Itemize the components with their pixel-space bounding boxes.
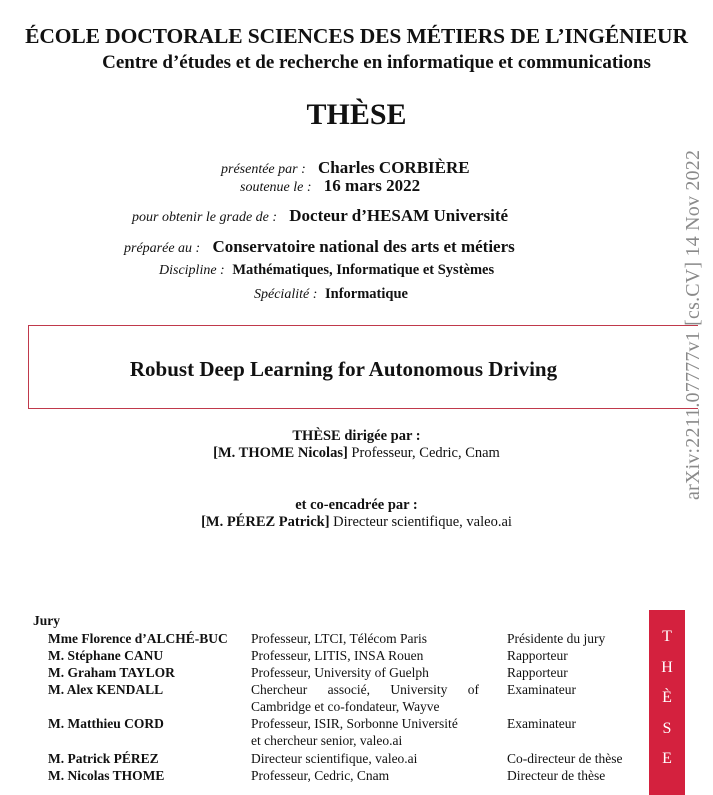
- research-center-title: Centre d’études et de recherche en informatique et communications: [102, 52, 651, 73]
- presentee-row: [221, 158, 470, 178]
- jury-member-role: Professeur, ISIR, Sorbonne Université: [251, 716, 458, 731]
- jury-member-name: M. Alex KENDALL: [48, 682, 164, 697]
- coencadree-role: Directeur scientifique, valeo.ai: [333, 514, 512, 530]
- preparee-value: Conservatoire national des arts et métiers: [212, 237, 515, 256]
- sidebar-letter: T: [662, 628, 672, 645]
- dirigee-heading: THÈSE dirigée par :: [292, 428, 421, 444]
- jury-member-name: Mme Florence d’ALCHÉ-BUC: [48, 631, 228, 646]
- thesis-title-box: [28, 325, 698, 409]
- jury-member-role: Professeur, Cedric, Cnam: [251, 768, 390, 783]
- jury-member-name: M. Patrick PÉREZ: [48, 751, 159, 766]
- dirigee-name: [M. THOME Nicolas]: [213, 445, 348, 461]
- these-sidebar: [649, 610, 685, 795]
- preparee-label: préparée au :: [124, 241, 201, 256]
- soutenue-label: soutenue le :: [240, 180, 312, 195]
- sidebar-letter: E: [662, 750, 672, 767]
- jury-member-position: Rapporteur: [507, 648, 568, 663]
- jury-member-name: M. Nicolas THOME: [48, 768, 165, 783]
- jury-member-name: M. Graham TAYLOR: [48, 665, 175, 680]
- discipline-row: [159, 262, 494, 279]
- dirigee-role: Professeur, Cedric, Cnam: [351, 445, 500, 461]
- jury-member-name: M. Stéphane CANU: [48, 648, 164, 663]
- jury-member-position: Examinateur: [507, 716, 576, 731]
- specialite-label: Spécialité :: [254, 287, 318, 302]
- doctoral-school-title: ÉCOLE DOCTORALE SCIENCES DES MÉTIERS DE L’INGÉNIEUR: [25, 24, 688, 48]
- specialite-row: [254, 286, 408, 303]
- grade-value: Docteur d’HESAM Université: [289, 206, 509, 225]
- these-heading: THÈSE: [306, 98, 407, 131]
- soutenue-value: 16 mars 2022: [323, 176, 421, 195]
- sidebar-letter: S: [662, 720, 672, 737]
- jury-member-role: Professeur, LITIS, INSA Rouen: [251, 648, 424, 663]
- coencadree-name: [M. PÉREZ Patrick]: [201, 514, 330, 530]
- discipline-value: Mathématiques, Informatique et Systèmes: [232, 262, 495, 278]
- sidebar-letter: È: [662, 689, 672, 706]
- grade-label: pour obtenir le grade de :: [132, 210, 278, 225]
- jury-member-position: Directeur de thèse: [507, 768, 606, 783]
- jury-member-name: M. Matthieu CORD: [48, 716, 164, 731]
- jury-member-position: Co-directeur de thèse: [507, 751, 623, 766]
- jury-member-position: Rapporteur: [507, 665, 568, 680]
- coencadree-line: [0, 514, 713, 531]
- jury-member-role: Professeur, University of Guelph: [251, 665, 429, 680]
- soutenue-row: [240, 176, 420, 196]
- jury-member-role-cont: Cambridge et co-fondateur, Wayve: [251, 699, 440, 714]
- jury-member-role-cont: et chercheur senior, valeo.ai: [251, 733, 403, 748]
- jury-heading: Jury: [33, 613, 60, 628]
- presentee-value: Charles CORBIÈRE: [318, 158, 470, 177]
- discipline-label: Discipline :: [159, 263, 225, 278]
- thesis-title: Robust Deep Learning for Autonomous Driving: [129, 357, 558, 381]
- specialite-value: Informatique: [325, 286, 408, 302]
- jury-member-position: Examinateur: [507, 682, 576, 697]
- jury-member-role: Directeur scientifique, valeo.ai: [251, 751, 418, 766]
- jury-member-role: Chercheur associé, University of: [251, 682, 479, 697]
- coencadree-heading: et co-encadrée par :: [295, 497, 418, 513]
- dirigee-line: [0, 445, 713, 462]
- sidebar-letter: H: [661, 659, 673, 676]
- jury-member-position: Présidente du jury: [507, 631, 606, 646]
- arxiv-stamp: arXiv:2211.07777v1 [cs.CV] 14 Nov 2022: [682, 149, 704, 500]
- presentee-label: présentée par :: [221, 162, 306, 177]
- grade-row: [132, 206, 508, 226]
- preparee-row: [124, 237, 515, 257]
- jury-member-role: Professeur, LTCI, Télécom Paris: [251, 631, 428, 646]
